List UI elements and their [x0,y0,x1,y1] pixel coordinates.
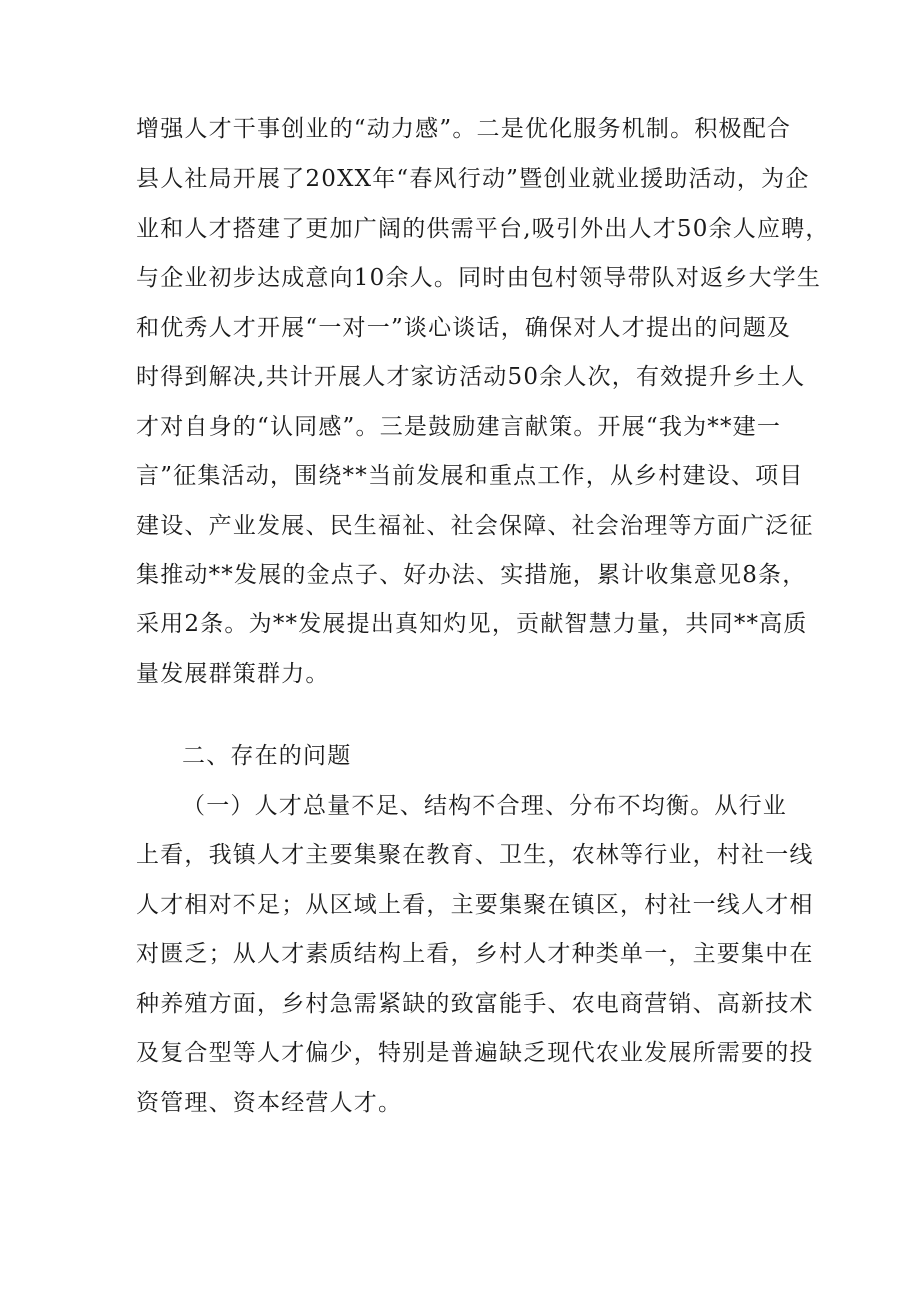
paragraph-line: 时得到解决,共计开展人才家访活动50余人次，有效提升乡土人 [136,364,806,390]
paragraph-line: 量发展群策群力。 [136,661,330,687]
paragraph-line: 采用2条。为**发展提出真知灼见，贡献智慧力量，共同**高质 [136,611,808,637]
paragraph-line: 言”征集活动，围绕**当前发展和重点工作，从乡村建设、项目 [136,463,804,489]
paragraph-line: 增强人才干事创业的“动力感”。二是优化服务机制。积极配合 [136,116,792,142]
paragraph-line: 集推动**发展的金点子、好办法、实措施，累计收集意见8条， [136,562,807,588]
paragraph-line: 上看，我镇人才主要集聚在教育、卫生，农林等行业，村社一线 [136,842,814,868]
paragraph-line: （一）人才总量不足、结构不合理、分布不均衡。从行业 [182,793,787,819]
section-heading: 二、存在的问题 [182,743,352,769]
paragraph-line: 对匮乏；从人才素质结构上看，乡村人才种类单一，主要集中在 [136,941,814,967]
paragraph-line: 才对自身的“认同感”。三是鼓励建言献策。开展“我为**建一 [136,414,782,440]
paragraph-line: 建设、产业发展、民生福祉、社会保障、社会治理等方面广泛征 [136,513,814,539]
paragraph-line: 业和人才搭建了更加广阔的供需平台,吸引外出人才50余人应聘， [136,216,830,242]
paragraph-line: 人才相对不足；从区域上看，主要集聚在镇区，村社一线人才相 [136,892,814,918]
paragraph-line: 和优秀人才开展“一对一”谈心谈话，确保对人才提出的问题及 [136,315,792,341]
paragraph-line: 种养殖方面，乡村急需紧缺的致富能手、农电商营销、高新技术 [136,991,814,1017]
paragraph-line: 资管理、资本经营人才。 [136,1090,403,1116]
paragraph-line: 与企业初步达成意向10余人。同时由包村领导带队对返乡大学生 [136,265,822,291]
paragraph-line: 及复合型等人才偏少，特别是普遍缺乏现代农业发展所需要的投 [136,1040,814,1066]
paragraph-line: 县人社局开展了20XX年“春风行动”暨创业就业援助活动，为企 [136,166,810,192]
